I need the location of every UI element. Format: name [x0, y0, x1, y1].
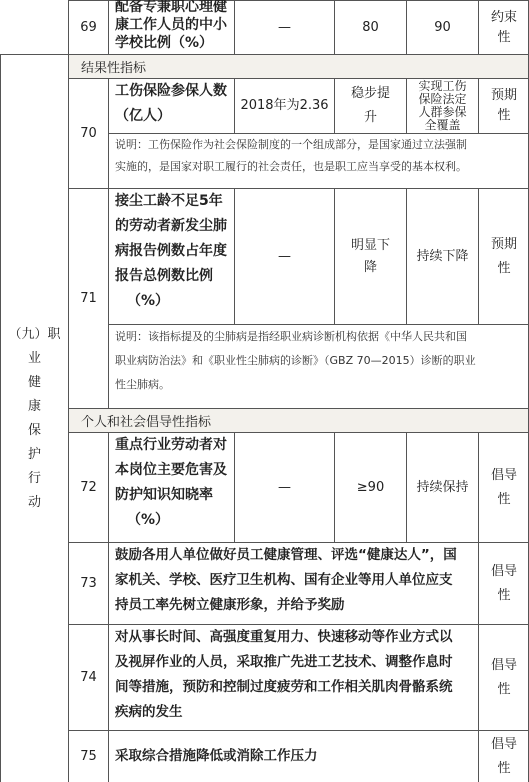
- row-71-note: 说明：该指标提及的尘肺病是指经职业病诊断机构依据《中华人民共和国 职业病防治法》和《职业性尘肺病的诊断》（GBZ 70—2015）诊断的职业 性尘肺病。: [108, 324, 529, 408]
- row-69-target2: 90: [406, 0, 478, 54]
- row-75-type: 倡导 性: [478, 730, 529, 782]
- category-char: 康: [27, 398, 41, 414]
- row-69-target1: 80: [334, 0, 406, 54]
- category-char: 业: [27, 350, 41, 366]
- section-header-outcome: 结果性指标: [68, 54, 529, 78]
- row-72-target1: ≥90: [334, 432, 406, 542]
- row-70-type: 预期 性: [478, 78, 529, 133]
- row-74-num: 74: [68, 624, 108, 730]
- row-72-name: 重点行业劳动者对 本岗位主要危害及 防护知识知晓率 （%）: [108, 432, 234, 542]
- category-char: 健: [27, 374, 41, 390]
- category-char: 行: [27, 470, 41, 486]
- row-69-type: 约束 性: [478, 0, 529, 54]
- row-71-num: 71: [68, 188, 108, 408]
- row-74-type: 倡导 性: [478, 624, 529, 730]
- category-char: 护: [27, 446, 41, 462]
- row-71-baseline: —: [234, 188, 334, 324]
- row-69-num: 69: [68, 0, 108, 54]
- row-72-target2: 持续保持: [406, 432, 478, 542]
- row-72-type: 倡导 性: [478, 432, 529, 542]
- row-75-name: 采取综合措施降低或消除工作压力: [108, 730, 478, 782]
- category-char: （九）职: [8, 326, 61, 342]
- row-70-baseline: 2018年为2.36: [234, 78, 334, 133]
- category-char: 保: [27, 422, 41, 438]
- row-73-num: 73: [68, 542, 108, 624]
- row-73-name: 鼓励各用人单位做好员工健康管理、评选“健康达人”，国 家机关、学校、医疗卫生机构、国有企业等用人单位应支 持员工率先树立健康形象，并给予奖励: [108, 542, 478, 624]
- row-69-baseline: —: [234, 0, 334, 54]
- row-70-target2: 实现工伤 保险法定 人群参保 全覆盖: [406, 78, 478, 133]
- section-header-advocacy: 个人和社会倡导性指标: [68, 408, 529, 432]
- row-70-name: 工伤保险参保人数 （亿人）: [108, 78, 234, 133]
- row-69-name: 配备专兼职心理健 康工作人员的中小 学校比例（%）: [108, 0, 234, 54]
- row-71-type: 预期 性: [478, 188, 529, 324]
- row-71-target2: 持续下降: [406, 188, 478, 324]
- row-70-num: 70: [68, 78, 108, 188]
- category-cell: [0, 54, 68, 782]
- category-char: 动: [27, 494, 41, 510]
- row-75-num: 75: [68, 730, 108, 782]
- row-70-target1: 稳步提 升: [334, 78, 406, 133]
- row-72-baseline: —: [234, 432, 334, 542]
- row-74-name: 对从事长时间、高强度重复用力、快速移动等作业方式以 及视屏作业的人员，采取推广先进工艺技术、调整作息时 间等措施，预防和控制过度疲劳和工作相关肌肉骨骼系统 疾病的发生: [108, 624, 478, 730]
- row-70-note: 说明：工伤保险作为社会保险制度的一个组成部分，是国家通过立法强制 实施的，是国家对职工履行的社会责任，也是职工应当享受的基本权利。: [108, 133, 529, 188]
- row-71-name: 接尘工龄不足5年 的劳动者新发尘肺 病报告例数占年度 报告总例数比例 （%）: [108, 188, 234, 324]
- row-71-target1: 明显下 降: [334, 188, 406, 324]
- row-72-num: 72: [68, 432, 108, 542]
- row-73-type: 倡导 性: [478, 542, 529, 624]
